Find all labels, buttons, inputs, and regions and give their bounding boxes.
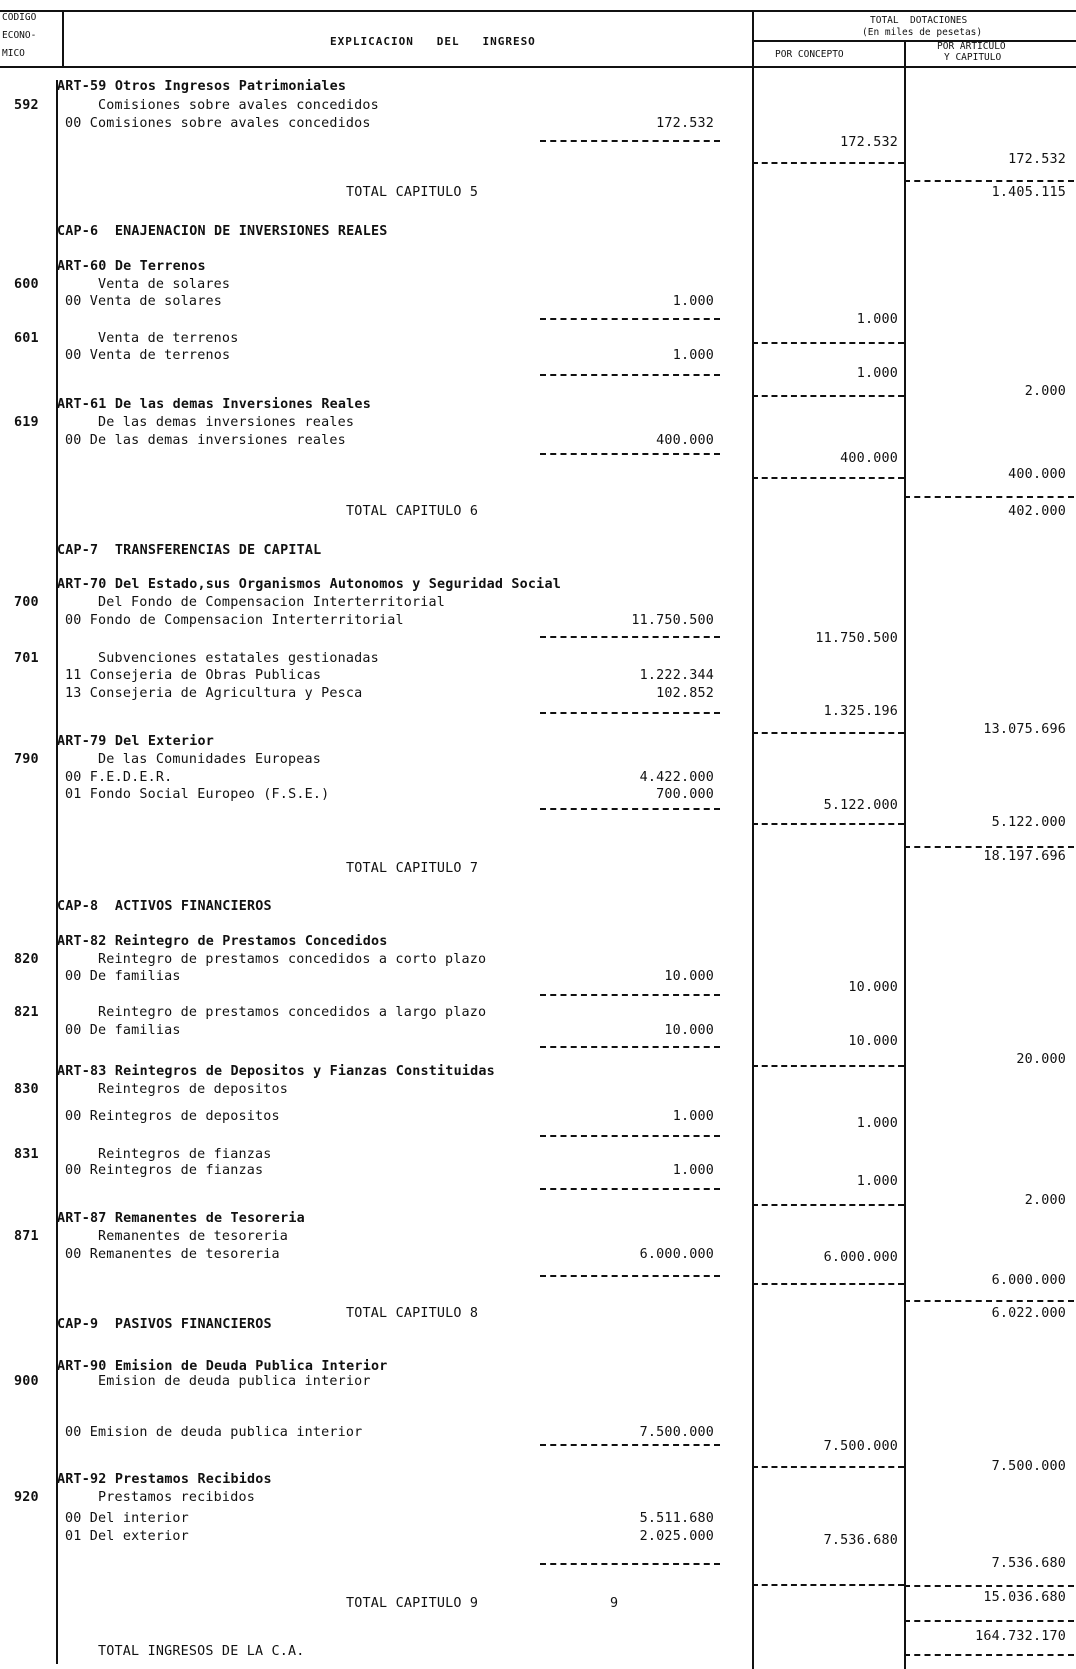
economic-code: 790 [14,752,39,767]
concept-underline [752,1283,904,1285]
article-chapter-total: 7.500.000 [991,1459,1066,1474]
concept-underline [752,395,904,397]
concept-underline [752,1584,904,1586]
header-code-line-3: MICO [2,48,25,59]
concept-label: Venta de terrenos [98,331,239,346]
concept-total: 1.000 [856,312,898,327]
economic-code: 920 [14,1490,39,1505]
chapter-heading: CAP-6 ENAJENACION DE INVERSIONES REALES [57,224,388,239]
concept-label: Reintegro de prestamos concedidos a corto plazo [98,952,487,967]
amount-underline [540,1275,720,1277]
subconcept-label: 00 Del interior [65,1511,189,1526]
concept-total: 6.000.000 [823,1250,898,1265]
concept-column-right-rule [904,40,906,1669]
concept-total: 172.532 [840,135,898,150]
subconcept-amount: 1.000 [672,1163,714,1178]
subconcept-label: 00 Remanentes de tesoreria [65,1247,280,1262]
article-chapter-total: 13.075.696 [983,722,1066,737]
subconcept-label: 00 Reintegros de depositos [65,1109,280,1124]
amount-underline [540,1444,720,1446]
amount-underline [540,1563,720,1565]
chapter-total-label: TOTAL CAPITULO 6 [346,504,479,519]
article-chapter-total: 400.000 [1008,467,1066,482]
subconcept-label: 00 Venta de terrenos [65,348,231,363]
subconcept-amount: 700.000 [656,787,714,802]
article-chapter-total: 7.536.680 [991,1556,1066,1571]
subconcept-label: 00 De familias [65,1023,181,1038]
subconcept-amount: 400.000 [656,433,714,448]
article-heading: ART-70 Del Estado,sus Organismos Autonomos y Seguridad Social [57,577,561,592]
concept-label: Subvenciones estatales gestionadas [98,651,379,666]
header-por-concepto: POR CONCEPTO [775,49,844,60]
concept-total: 11.750.500 [815,631,898,646]
article-chapter-total: 20.000 [1016,1052,1066,1067]
article-underline [904,1654,1074,1656]
concept-total: 1.000 [856,366,898,381]
concept-underline [752,823,904,825]
header-code-line-1: CODIGO [2,12,37,23]
economic-code: 831 [14,1147,39,1162]
subconcept-amount: 2.025.000 [639,1529,714,1544]
subconcept-amount: 6.000.000 [639,1247,714,1262]
concept-underline [752,1065,904,1067]
concept-label: Reintegro de prestamos concedidos a largo plazo [98,1005,487,1020]
article-chapter-total: 18.197.696 [983,849,1066,864]
article-chapter-total: 5.122.000 [991,815,1066,830]
economic-code: 700 [14,595,39,610]
concept-underline [752,732,904,734]
article-chapter-total: 2.000 [1024,1193,1066,1208]
article-chapter-total: 1.405.115 [991,185,1066,200]
amount-underline [540,374,720,376]
article-chapter-total: 15.036.680 [983,1590,1066,1605]
subconcept-label: 01 Fondo Social Europeo (F.S.E.) [65,787,330,802]
concept-underline [752,1466,904,1468]
article-heading: ART-92 Prestamos Recibidos [57,1472,272,1487]
amount-underline [540,1046,720,1048]
subconcept-amount: 172.532 [656,116,714,131]
chapter-heading: CAP-7 TRANSFERENCIAS DE CAPITAL [57,543,322,558]
subconcept-label: 00 Venta de solares [65,294,222,309]
economic-code: 619 [14,415,39,430]
concept-total: 1.000 [856,1174,898,1189]
concept-label: Comisiones sobre avales concedidos [98,98,379,113]
concept-total: 7.536.680 [823,1533,898,1548]
amount-underline [540,140,720,142]
amount-underline [540,1188,720,1190]
economic-code: 871 [14,1229,39,1244]
header-dotaciones-rule [752,40,1076,42]
header-title: EXPLICACION DEL INGRESO [330,35,536,48]
subconcept-amount: 10.000 [664,1023,714,1038]
article-underline [904,1620,1074,1622]
concept-total: 10.000 [848,980,898,995]
article-underline [904,180,1074,182]
concept-underline [752,162,904,164]
economic-code: 821 [14,1005,39,1020]
subconcept-amount: 1.000 [672,1109,714,1124]
amount-underline [540,453,720,455]
concept-label: Reintegros de depositos [98,1082,289,1097]
article-chapter-total: 402.000 [1008,504,1066,519]
amount-underline [540,994,720,996]
amount-underline [540,1135,720,1137]
concept-label: Reintegros de fianzas [98,1147,272,1162]
economic-code: 820 [14,952,39,967]
top-rule [0,10,1076,12]
chapter-total-label: TOTAL CAPITULO 9 [346,1596,479,1611]
article-heading: ART-79 Del Exterior [57,734,214,749]
concept-total: 400.000 [840,451,898,466]
concept-label: De las Comunidades Europeas [98,752,322,767]
concept-label: Venta de solares [98,277,231,292]
economic-code: 830 [14,1082,39,1097]
concept-label: Del Fondo de Compensacion Interterritorial [98,595,445,610]
article-heading: ART-87 Remanentes de Tesoreria [57,1211,305,1226]
article-chapter-total: 172.532 [1008,152,1066,167]
subconcept-amount: 10.000 [664,969,714,984]
chapter-heading: CAP-8 ACTIVOS FINANCIEROS [57,899,272,914]
subconcept-label: 00 Emision de deuda publica interior [65,1425,363,1440]
chapter-total-label: TOTAL CAPITULO 7 [346,861,479,876]
subconcept-amount: 1.222.344 [639,668,714,683]
article-chapter-total: 164.732.170 [975,1629,1066,1644]
concept-underline [752,1204,904,1206]
economic-code: 600 [14,277,39,292]
article-heading: ART-59 Otros Ingresos Patrimoniales [57,79,347,94]
article-heading: ART-90 Emision de Deuda Publica Interior [57,1359,388,1374]
chapter-heading: CAP-9 PASIVOS FINANCIEROS [57,1317,272,1332]
concept-total: 7.500.000 [823,1439,898,1454]
subconcept-label: 00 Reintegros de fianzas [65,1163,264,1178]
amount-underline [540,712,720,714]
header-dotaciones-line-2: (En miles de pesetas) [862,27,983,38]
subconcept-label: 00 Comisiones sobre avales concedidos [65,116,371,131]
article-underline [904,496,1074,498]
subconcept-label: 00 De familias [65,969,181,984]
margin-mark: 9 [610,1596,619,1611]
header-por-articulo-line-2: Y CAPITULO [944,52,1002,63]
code-column-rule-top [62,10,64,68]
amount-underline [540,636,720,638]
article-heading: ART-60 De Terrenos [57,259,206,274]
subconcept-label: 13 Consejeria de Agricultura y Pesca [65,686,363,701]
subconcept-amount: 1.000 [672,294,714,309]
article-heading: ART-83 Reintegros de Depositos y Fianzas Constituidas [57,1064,495,1079]
code-column-rule [56,80,58,1664]
article-heading: ART-61 De las demas Inversiones Reales [57,397,371,412]
subconcept-amount: 5.511.680 [639,1511,714,1526]
concept-underline [752,342,904,344]
article-chapter-total: 2.000 [1024,384,1066,399]
economic-code: 592 [14,98,39,113]
subconcept-label: 11 Consejeria de Obras Publicas [65,668,322,683]
subconcept-amount: 7.500.000 [639,1425,714,1440]
header-dotaciones-line-1: TOTAL DOTACIONES [870,15,968,26]
article-chapter-total: 6.000.000 [991,1273,1066,1288]
article-underline [904,1585,1074,1587]
chapter-total-label: TOTAL CAPITULO 8 [346,1306,479,1321]
concept-underline [752,477,904,479]
economic-code: 601 [14,331,39,346]
subconcept-amount: 11.750.500 [631,613,714,628]
subconcept-label: 00 Fondo de Compensacion Interterritorial [65,613,404,628]
concept-label: Remanentes de tesoreria [98,1229,289,1244]
amount-underline [540,808,720,810]
amount-underline [540,318,720,320]
concept-label: Emision de deuda publica interior [98,1374,371,1389]
subconcept-label: 00 De las demas inversiones reales [65,433,346,448]
header-por-articulo-line-1: POR ARTICULO [937,41,1006,52]
economic-code: 900 [14,1374,39,1389]
concept-total: 10.000 [848,1034,898,1049]
chapter-total-label: TOTAL CAPITULO 5 [346,185,479,200]
subconcept-label: 01 Del exterior [65,1529,189,1544]
concept-column-left-rule [752,10,754,1669]
article-underline [904,846,1074,848]
economic-code: 701 [14,651,39,666]
concept-label: Prestamos recibidos [98,1490,255,1505]
header-rule [0,66,1076,68]
concept-total: 1.325.196 [823,704,898,719]
concept-total: 5.122.000 [823,798,898,813]
article-heading: ART-82 Reintegro de Prestamos Concedidos [57,934,388,949]
article-chapter-total: 6.022.000 [991,1306,1066,1321]
grand-total-label: TOTAL INGRESOS DE LA C.A. [98,1644,305,1659]
subconcept-amount: 102.852 [656,686,714,701]
concept-label: De las demas inversiones reales [98,415,355,430]
subconcept-amount: 4.422.000 [639,770,714,785]
concept-total: 1.000 [856,1116,898,1131]
subconcept-amount: 1.000 [672,348,714,363]
header-code-line-2: ECONO- [2,30,37,41]
subconcept-label: 00 F.E.D.E.R. [65,770,173,785]
article-underline [904,1300,1074,1302]
